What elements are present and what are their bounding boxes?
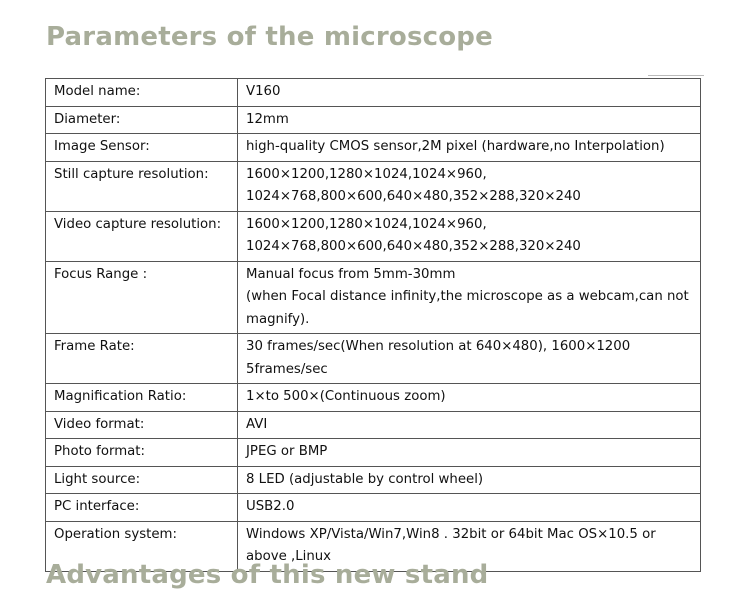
- table-row: [46, 439, 701, 467]
- spec-label: Focus Range :: [46, 261, 238, 334]
- table-row: [46, 334, 701, 384]
- table-row: [46, 211, 701, 261]
- spec-value-line: USB2.0: [246, 499, 295, 514]
- spec-label: Photo format:: [46, 439, 238, 467]
- spec-value: [238, 134, 701, 162]
- spec-label: Model name:: [46, 79, 238, 107]
- spec-value-line: 1600×1200,1280×1024,1024×960,: [246, 216, 487, 232]
- spec-value-line: Windows XP/Vista/Win7,Win8 . 32bit or 64bit Mac OS×10.5 or: [246, 526, 656, 542]
- spec-label: Diameter:: [46, 106, 238, 134]
- spec-label: Light source:: [46, 466, 238, 494]
- table-row: [46, 384, 701, 412]
- spec-value: [238, 411, 701, 439]
- spec-value: [238, 106, 701, 134]
- spec-value: [238, 466, 701, 494]
- table-row: [46, 494, 701, 522]
- spec-value-line: high-quality CMOS sensor,2M pixel (hardware,no Interpolation): [246, 139, 665, 154]
- spec-label: Operation system:: [46, 521, 238, 571]
- spec-value-line: JPEG or BMP: [246, 444, 328, 459]
- spec-label: Magnification Ratio:: [46, 384, 238, 412]
- table-row: [46, 161, 701, 211]
- spec-value-line: 12mm: [246, 111, 289, 127]
- spec-value-line: 1024×768,800×600,640×480,352×288,320×240: [246, 189, 581, 204]
- spec-label: Video format:: [46, 411, 238, 439]
- spec-value-line: 5frames/sec: [246, 361, 328, 377]
- spec-value: [238, 79, 701, 107]
- spec-value: [238, 211, 701, 261]
- spec-table: [45, 78, 701, 572]
- spec-label: Image Sensor:: [46, 134, 238, 162]
- spec-value-line: 8 LED (adjustable by control wheel): [246, 471, 484, 487]
- spec-value: [238, 261, 701, 334]
- spec-value: [238, 161, 701, 211]
- spec-value: [238, 384, 701, 412]
- spec-value-line: magnify).: [246, 311, 310, 327]
- table-row: [46, 134, 701, 162]
- spec-value-line: V160: [246, 84, 281, 99]
- spec-table-body: [46, 79, 701, 572]
- spec-value-line: AVI: [246, 416, 268, 432]
- spec-value-line: 30 frames/sec(When resolution at 640×480), 1600×1200: [246, 339, 631, 354]
- table-row: [46, 411, 701, 439]
- spec-value: [238, 494, 701, 522]
- spec-label: Still capture resolution:: [46, 161, 238, 211]
- advantages-heading: Advantages of this new stand: [46, 560, 489, 590]
- table-row: [46, 79, 701, 107]
- spec-value-line: (when Focal distance infinity,the microscope as a webcam,can not: [246, 289, 689, 304]
- spec-value: [238, 439, 701, 467]
- spec-value-line: above ,Linux: [246, 549, 332, 564]
- parameters-heading: Parameters of the microscope: [46, 22, 493, 52]
- spec-value-line: 1024×768,800×600,640×480,352×288,320×240: [246, 239, 581, 254]
- spec-label: Frame Rate:: [46, 334, 238, 384]
- table-top-rule: [648, 75, 704, 76]
- spec-value-line: 1600×1200,1280×1024,1024×960,: [246, 166, 487, 182]
- spec-label: Video capture resolution:: [46, 211, 238, 261]
- table-row: [46, 261, 701, 334]
- spec-value: [238, 334, 701, 384]
- table-row: [46, 466, 701, 494]
- spec-label: PC interface:: [46, 494, 238, 522]
- spec-value-line: Manual focus from 5mm-30mm: [246, 266, 456, 282]
- table-row: [46, 106, 701, 134]
- spec-value-line: 1×to 500×(Continuous zoom): [246, 389, 446, 404]
